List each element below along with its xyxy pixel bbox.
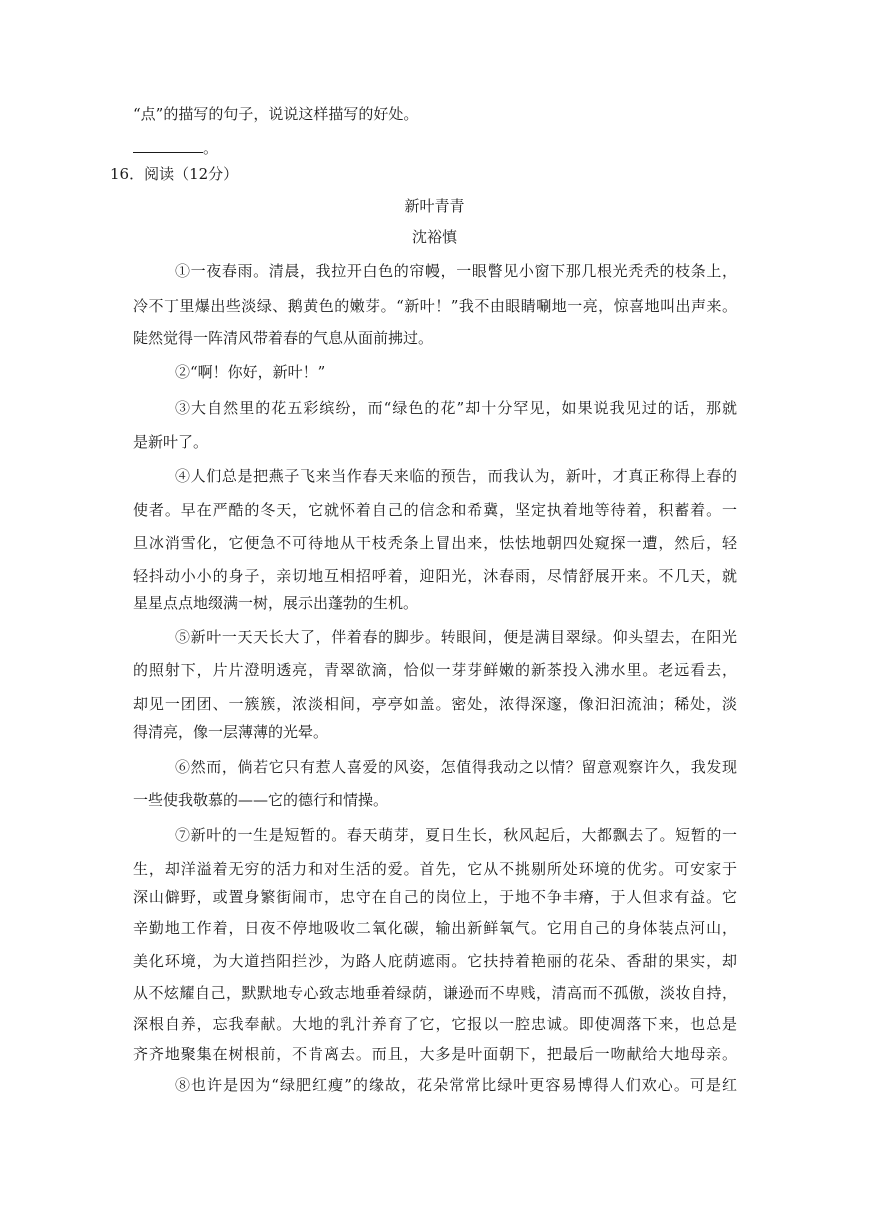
paragraph-line: 美化环境，为大道挡阳拦沙，为路人庇荫遮雨。它扶持着艳丽的花朵、香甜的果实，却 bbox=[133, 952, 737, 970]
paragraph-line: ③大自然里的花五彩缤纷，而“绿色的花”却十分罕见，如果说我见过的话，那就 bbox=[175, 399, 737, 417]
blank-period: 。 bbox=[203, 139, 219, 157]
paragraph-line: 辛勤地工作着，日夜不停地吸收二氧化碳，输出新鲜氧气。它用自己的身体装点河山， bbox=[133, 919, 737, 937]
paragraph-line: ⑥然而，倘若它只有惹人喜爱的风姿，怎值得我动之以情？留意观察许久，我发现 bbox=[175, 758, 737, 776]
paragraph-line: 陡然觉得一阵清风带着春的气息从面前拂过。 bbox=[133, 329, 434, 347]
paragraph-line: 从不炫耀自己，默默地专心致志地垂着绿荫，谦逊而不卑贱，清高而不孤傲，淡妆自持， bbox=[133, 984, 737, 1002]
paragraph-line: ⑦新叶的一生是短暂的。春天萌芽，夏日生长，秋风起后，大都飘去了。短暂的一 bbox=[175, 826, 737, 844]
paragraph-line: ⑤新叶一天天长大了，伴着春的脚步。转眼间，便是满目翠绿。仰头望去，在阳光 bbox=[175, 628, 737, 646]
paragraph-line: 得清亮，像一层薄薄的光晕。 bbox=[133, 723, 329, 741]
paragraph-line: 深根自养，忘我奉献。大地的乳汁养育了它，它报以一腔忠诚。即使凋落下来，也总是 bbox=[133, 1015, 737, 1033]
paragraph-line: 生，却洋溢着无穷的活力和对生活的爱。首先，它从不挑剔所处环境的优劣。可安家于 bbox=[133, 860, 737, 878]
paragraph-line: ②“啊！你好，新叶！” bbox=[175, 363, 326, 381]
article-title: 新叶青青 bbox=[404, 197, 465, 215]
paragraph-line: 却见一团团、一簇簇，浓淡相间，亭亭如盖。密处，浓得深邃，像汩汩流油；稀处，淡 bbox=[133, 695, 737, 713]
article-author: 沈裕慎 bbox=[411, 228, 457, 246]
paragraph-line: 的照射下，片片澄明透亮，青翠欲滴，恰似一芽芽鲜嫩的新茶投入沸水里。老远看去， bbox=[133, 661, 737, 679]
paragraph-line: 使者。早在严酷的冬天，它就怀着自己的信念和希冀，坚定执着地等待着，积蓄着。一 bbox=[133, 501, 737, 519]
answer-blank[interactable] bbox=[133, 138, 203, 153]
paragraph-line: 一些使我敬慕的——它的德行和情操。 bbox=[133, 791, 389, 809]
paragraph-line: 星星点点地缀满一树，展示出蓬勃的生机。 bbox=[133, 594, 419, 612]
paragraph-line: 轻抖动小小的身子，亲切地互相招呼着，迎阳光，沐春雨，尽情舒展开来。不几天，就 bbox=[133, 567, 737, 585]
answer-blank-line bbox=[133, 138, 218, 158]
paragraph-line: 齐齐地聚集在树根前，不肯离去。而且，大多是叶面朝下，把最后一吻献给大地母亲。 bbox=[133, 1045, 737, 1063]
paragraph-line: 是新叶了。 bbox=[133, 433, 209, 451]
question-number-label: 16．阅读（12分） bbox=[110, 165, 239, 183]
question-tail-line: “点”的描写的句子，说说这样描写的好处。 bbox=[133, 105, 419, 123]
paragraph-line: 旦冰消雪化，它便急不可待地从干枝秃条上冒出来，怯怯地朝四处窥探一遭，然后，轻 bbox=[133, 534, 737, 552]
paragraph-line: ④人们总是把燕子飞来当作春天来临的预告，而我认为，新叶，才真正称得上春的 bbox=[175, 467, 737, 485]
paragraph-line: ⑧也许是因为“绿肥红瘦”的缘故，花朵常常比绿叶更容易博得人们欢心。可是红 bbox=[175, 1076, 737, 1094]
paragraph-line: ①一夜春雨。清晨，我拉开白色的帘幔，一眼瞥见小窗下那几根光秃秃的枝条上， bbox=[175, 262, 737, 280]
paragraph-line: 深山僻野，或置身繁街闹市，忠守在自己的岗位上，于地不争丰瘠，于人但求有益。它 bbox=[133, 888, 737, 906]
paragraph-line: 冷不丁里爆出些淡绿、鹅黄色的嫩芽。“新叶！”我不由眼睛唰地一亮，惊喜地叫出声来。 bbox=[133, 297, 737, 315]
